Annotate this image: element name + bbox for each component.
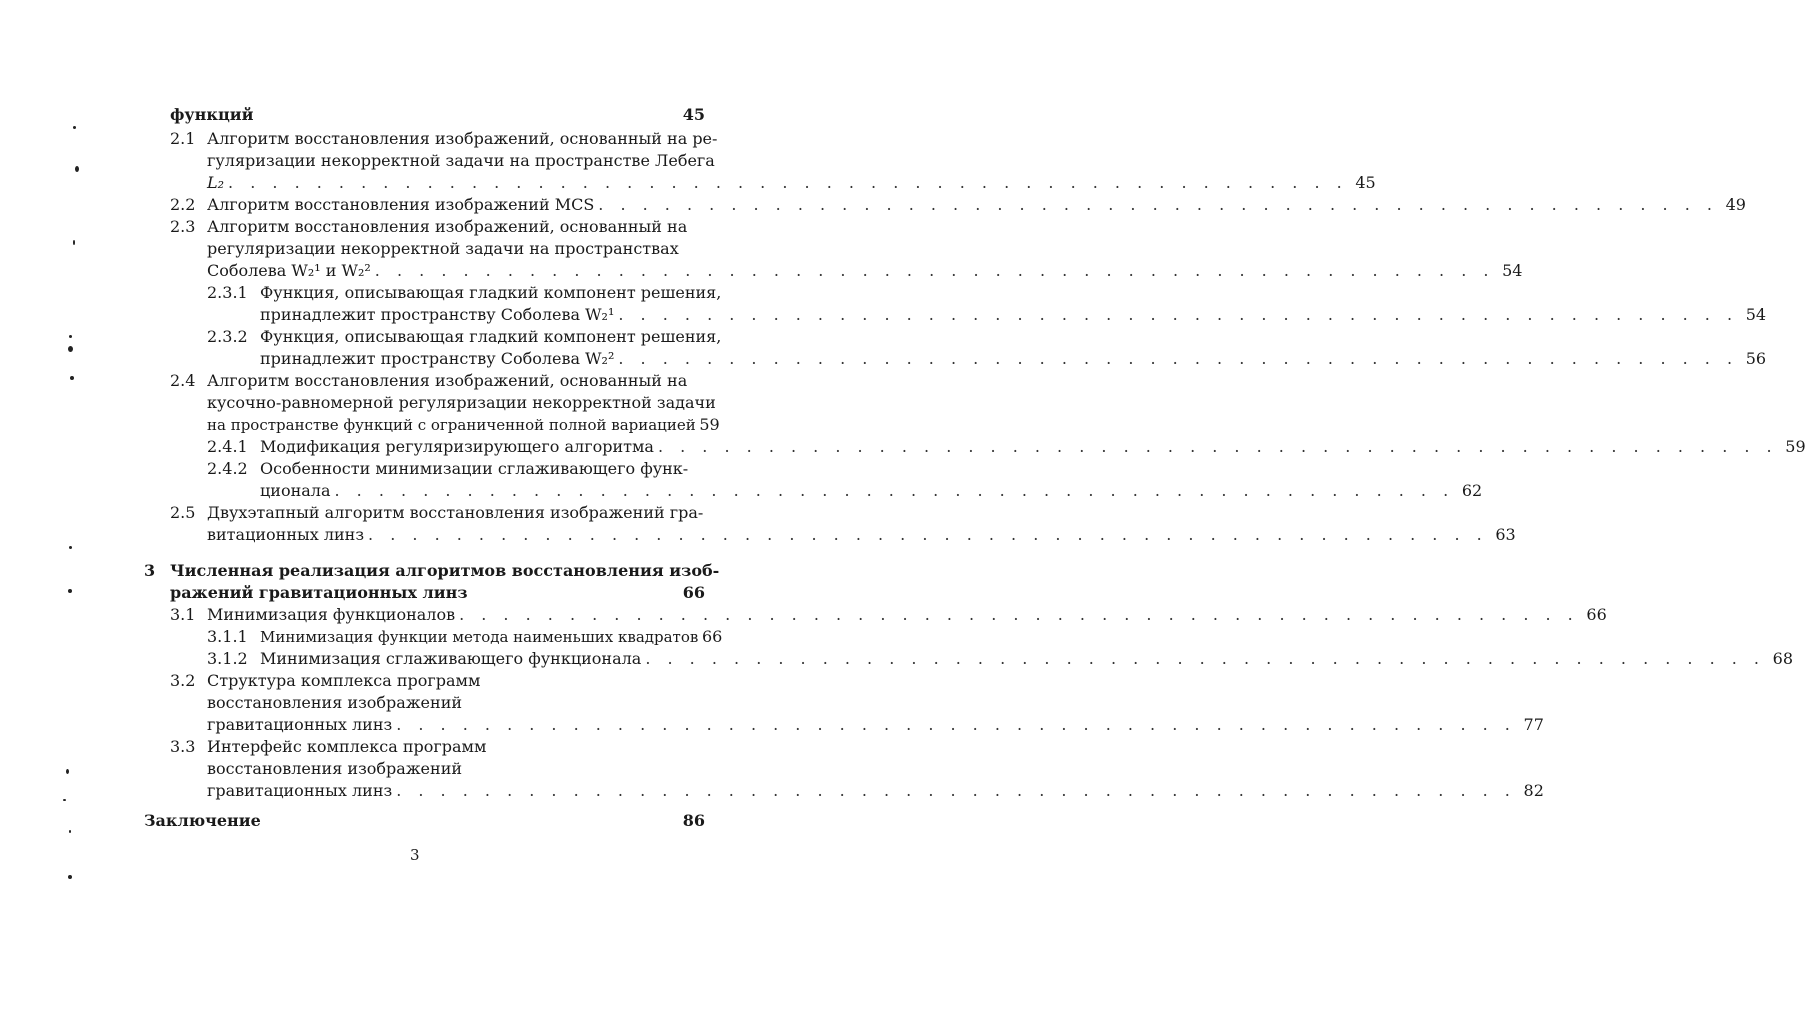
scan-speck (63, 799, 66, 801)
toc-entry-conclusion (144, 810, 705, 832)
toc-entry-text: Алгоритм восстановления изображений, основанный на ре- (207, 129, 718, 148)
toc-entry-page: 66 (682, 583, 705, 602)
toc-entry-3-2-line2 (207, 692, 462, 714)
toc-entry-2-1-number (170, 128, 195, 150)
toc-entry-text: гуляризации некорректной задачи на пространстве Лебега (207, 151, 715, 170)
section-number: 2.3.1 (207, 283, 248, 302)
scan-speck (68, 875, 72, 879)
toc-entry-2-3-line2 (207, 238, 679, 260)
section-number: 2.4 (170, 371, 196, 390)
dot-leader: . . . . . . . . . . . . . . . . . . . . . . . . . . . . . . . . . . . . . . . . . . . . . . . . . . . (368, 525, 1488, 544)
toc-entry-2-5-line1 (207, 502, 704, 524)
toc-entry-3-1-2-number (207, 648, 248, 670)
toc-entry-2-4-1 (260, 436, 1806, 458)
toc-entry-page: 66 (1586, 605, 1607, 624)
toc-entry-page: 59 (1785, 437, 1806, 456)
section-number: 2.1 (170, 129, 196, 148)
toc-entry-2-1-line3 (207, 172, 1376, 194)
toc-entry-2-2 (207, 194, 1746, 216)
toc-entry-2-3-line1 (207, 216, 688, 238)
toc-entry-page: 66 (701, 627, 723, 646)
toc-entry-text: кусочно-равномерной регуляризации некорректной задачи (207, 393, 716, 412)
toc-entry-2-4-line2 (207, 392, 716, 414)
toc-entry-text: Минимизация функционалов (207, 605, 456, 624)
section-number: 2.3.2 (207, 327, 248, 346)
toc-chapter-3-line1 (170, 560, 720, 582)
toc-entry-2-5-line2 (207, 524, 1516, 546)
toc-entry-text: Минимизация функции метода наименьших квадратов (260, 628, 699, 646)
scan-speck (73, 240, 75, 245)
toc-entry-text: L₂ (207, 173, 225, 192)
scan-speck (75, 166, 79, 172)
toc-entry-text: Минимизация сглаживающего функционала (260, 649, 642, 668)
toc-entry-2-3-2-line2 (260, 348, 1767, 370)
section-number: 3.3 (170, 737, 196, 756)
toc-entry-2-4-line1 (207, 370, 688, 392)
toc-entry-2-3-line3 (207, 260, 1523, 282)
dot-leader: . . . . . . . . . . . . . . . . . . . . . . . . . . . . . . . . . . . . . . . . . . . . . . . . . . . (618, 349, 1739, 368)
dot-leader: . . . . . . . . . . . . . . . . . . . . . . . . . . . . . . . . . . . . . . . . . . . . . . . . . . . (228, 173, 1348, 192)
toc-entry-text: на пространстве функций с ограниченной полной вариацией (207, 416, 696, 434)
toc-entry-2-4-2-line2 (260, 480, 1483, 502)
section-number: 3.1.2 (207, 649, 248, 668)
section-number: 2.2 (170, 195, 196, 214)
toc-entry-3-1-number (170, 604, 195, 626)
scan-speck (70, 376, 74, 380)
dot-leader: . . . . . . . . . . . . . . . . . . . . . . . . . . . . . . . . . . . . . . . . . . . . . . . . . . . (645, 649, 1766, 668)
toc-entry-3-1-2 (260, 648, 1794, 670)
scan-speck (68, 589, 72, 593)
toc-entry-text: Алгоритм восстановления изображений, основанный на (207, 217, 688, 236)
page-number: 3 (410, 846, 420, 864)
toc-entry-text: гравитационных линз (207, 781, 393, 800)
toc-entry-2-4-2-number (207, 458, 248, 480)
section-number: 2.4.2 (207, 459, 248, 478)
dot-leader: . . . . . . . . . . . . . . . . . . . . . . . . . . . . . . . . . . . . . . . . . . . . . . . . . . . (374, 261, 1495, 280)
section-number: 3.2 (170, 671, 196, 690)
toc-entry-text: Структура комплекса программ (207, 671, 481, 690)
scan-speck (68, 346, 73, 352)
scan-speck (69, 335, 72, 338)
toc-entry-3-3-line2 (207, 758, 462, 780)
dot-leader: . . . . . . . . . . . . . . . . . . . . . . . . . . . . . . . . . . . . . . . . . . . . . . . . . . . (334, 481, 1455, 500)
toc-entry-2-4-number (170, 370, 195, 392)
toc-entry-text: Функция, описывающая гладкий компонент решения, (260, 283, 722, 302)
dot-leader: . . . . . . . . . . . . . . . . . . . . . . . . . . . . . . . . . . . . . . . . . . . . . . . . . . . (396, 715, 1516, 734)
toc-entry-2-3-1-number (207, 282, 248, 304)
toc-entry-text: Соболева W₂¹ и W₂² (207, 261, 371, 280)
toc-entry-text: Алгоритм восстановления изображений, основанный на (207, 371, 688, 390)
toc-entry-2-2-number (170, 194, 195, 216)
dot-leader: . . . . . . . . . . . . . . . . . . . . . . . . . . . . . . . . . . . . . . . . . . . . . . . . . . . (598, 195, 1718, 214)
section-number: 3.1 (170, 605, 196, 624)
toc-entry-text: Особенности минимизации сглаживающего функ- (260, 459, 689, 478)
toc-entry-2-3-number (170, 216, 195, 238)
toc-entry-3-3-line1 (207, 736, 486, 758)
toc-entry-3-2-line3 (207, 714, 1544, 736)
scan-speck (73, 126, 76, 129)
toc-entry-3-3-line3 (207, 780, 1544, 802)
toc-entry-text: восстановления изображений (207, 693, 463, 712)
toc-entry-page: 54 (1745, 305, 1767, 324)
toc-entry-2-3-1-line1 (260, 282, 722, 304)
dot-leader: . . . . . . . . . . . . . . . . . . . . . . . . . . . . . . . . . . . . . . . . . . . . . . . . . . . (459, 605, 1579, 624)
dot-leader: . . . . . . . . . . . . . . . . . . . . . . . . . . . . . . . . . . . . . . . . . . . . . . . . . . . (618, 305, 1739, 324)
toc-entry-2-3-1-line2 (260, 304, 1767, 326)
toc-entry-page: 82 (1523, 781, 1544, 800)
toc-entry-3-3-number (170, 736, 195, 758)
toc-entry-text: Алгоритм восстановления изображений MCS (207, 195, 595, 214)
toc-chapter-3-number (144, 560, 155, 582)
toc-entry-2-3-2-number (207, 326, 248, 348)
toc-entry-page: 49 (1725, 195, 1746, 214)
toc-entry-3-1 (207, 604, 1607, 626)
toc-entry-2-3-2-line1 (260, 326, 722, 348)
toc-entry-page: 56 (1745, 349, 1767, 368)
toc-entry-page: 54 (1502, 261, 1523, 280)
toc-entry-text: Интерфейс комплекса программ (207, 737, 487, 756)
chapter-number: 3 (144, 561, 156, 580)
toc-entry-page: 77 (1523, 715, 1544, 734)
toc-entry-text: витационных линз (207, 525, 365, 544)
section-number: 2.5 (170, 503, 196, 522)
toc-entry-2-4-2-line1 (260, 458, 689, 480)
dot-leader: . . . . . . . . . . . . . . . . . . . . . . . . . . . . . . . . . . . . . . . . . . . . . . . . . . . (396, 781, 1516, 800)
toc-entry-text: ционала (260, 481, 331, 500)
scan-speck (66, 769, 69, 774)
chapter-title: ражений гравитационных линз (170, 583, 468, 602)
section-number: 2.4.1 (207, 437, 248, 456)
toc-entry-3-1-1 (260, 626, 723, 648)
scan-speck (69, 830, 71, 833)
toc-entry-3-2-line1 (207, 670, 480, 692)
chapter-title: Численная реализация алгоритмов восстановления изоб- (170, 561, 720, 580)
section-number: 2.3 (170, 217, 196, 236)
toc-entry-heading-continuation (170, 104, 705, 126)
toc-entry-title: функций (170, 105, 254, 124)
toc-entry-text: Функция, описывающая гладкий компонент решения, (260, 327, 722, 346)
toc-entry-page: 45 (1355, 173, 1376, 192)
toc-entry-page: 62 (1461, 481, 1483, 500)
toc-entry-title: Заключение (144, 811, 261, 830)
toc-entry-text: гравитационных линз (207, 715, 393, 734)
toc-entry-2-4-1-number (207, 436, 248, 458)
toc-entry-text: Двухэтапный алгоритм восстановления изображений гра- (207, 503, 704, 522)
toc-entry-2-1-line2 (207, 150, 715, 172)
toc-entry-text: Модификация регуляризирующего алгоритма (260, 437, 654, 456)
toc-entry-page: 59 (699, 415, 720, 434)
toc-entry-3-1-1-number (207, 626, 248, 648)
dot-leader: . . . . . . . . . . . . . . . . . . . . . . . . . . . . . . . . . . . . . . . . . . . . . . . . . . . (657, 437, 1778, 456)
toc-entry-text: принадлежит пространству Соболева W₂² (260, 349, 615, 368)
scan-speck (69, 546, 72, 549)
toc-entry-page: 86 (682, 811, 705, 830)
toc-entry-page: 45 (682, 105, 705, 124)
toc-entry-2-1-line1 (207, 128, 718, 150)
toc-entry-3-2-number (170, 670, 195, 692)
toc-entry-2-4-line3 (207, 414, 720, 436)
section-number: 3.1.1 (207, 627, 248, 646)
toc-entry-2-5-number (170, 502, 195, 524)
toc-entry-page: 63 (1495, 525, 1516, 544)
toc-chapter-3-line2 (170, 582, 705, 604)
toc-entry-page: 68 (1772, 649, 1794, 668)
toc-entry-text: принадлежит пространству Соболева W₂¹ (260, 305, 615, 324)
toc-entry-text: восстановления изображений (207, 759, 463, 778)
toc-entry-text: регуляризации некорректной задачи на пространствах (207, 239, 679, 258)
